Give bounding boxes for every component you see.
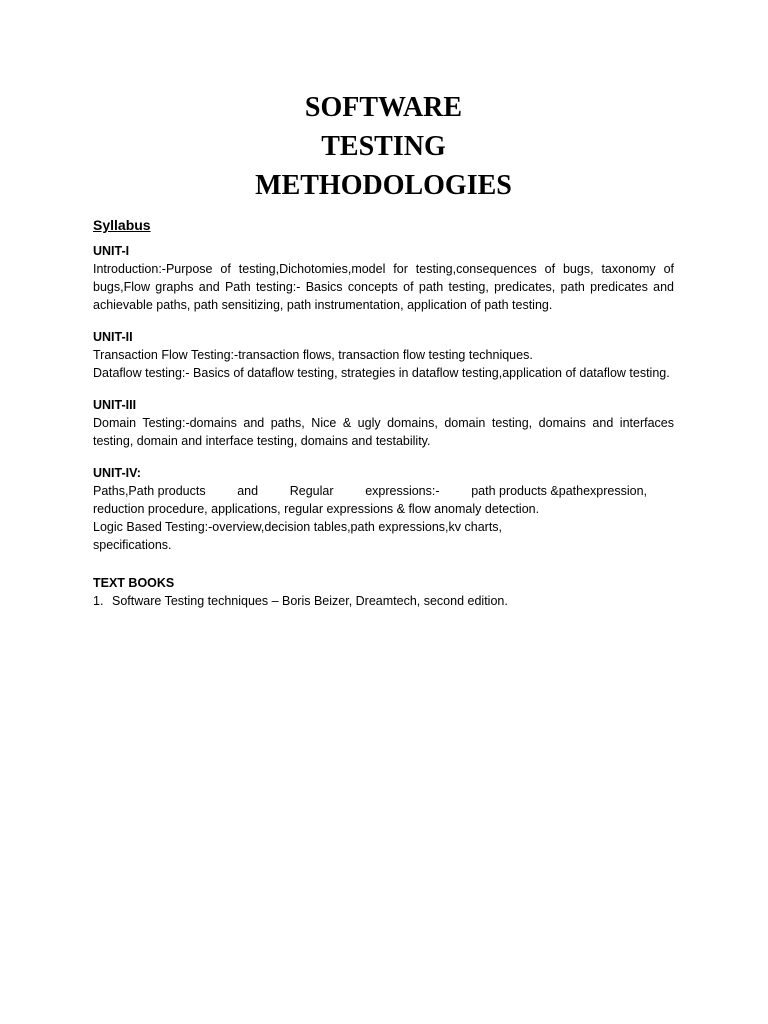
unit-4-line1-part: Paths,Path products — [93, 484, 206, 498]
unit-3-heading: UNIT-III — [93, 398, 137, 412]
unit-4-text-specifications: specifications. — [93, 538, 172, 552]
document-title — [93, 88, 674, 205]
unit-4-line1-part: and — [237, 484, 259, 498]
unit-2-text-dataflow: Dataflow testing:- Basics of dataflow testing, strategies in dataflow testing,application of dataflow testing. — [93, 366, 670, 380]
document-page — [93, 88, 674, 610]
syllabus-heading: Syllabus — [93, 217, 151, 233]
title-line-2: TESTING — [321, 131, 446, 162]
unit-3-section — [93, 396, 674, 450]
text-books-section — [93, 574, 674, 610]
unit-4-line1-part: expressions:- — [365, 484, 440, 498]
unit-1-text: Introduction:-Purpose of testing,Dichotomies,model for testing,consequences of bugs, taxonomy of bugs,Flow graphs and Path testing:- Basics concepts of path testing, predicates, path predicates and achievable paths, path sensitizing, path instrumentation, application of path testing. — [93, 262, 674, 312]
title-line-1: SOFTWARE — [304, 92, 463, 123]
unit-4-line1-part: Regular — [289, 484, 334, 498]
title-line-3: METHODOLOGIES — [255, 170, 512, 201]
unit-2-heading: UNIT-II — [93, 330, 133, 344]
unit-4-text-logic-based: Logic Based Testing:-overview,decision tables,path expressions,kv charts, — [93, 520, 503, 534]
unit-4-heading: UNIT-IV: — [93, 466, 141, 480]
unit-4-first-line — [93, 482, 647, 500]
unit-3-text: Domain Testing:-domains and paths, Nice & ugly domains, domain testing, domains and interfaces testing, domain and interface testing, domains and testability. — [93, 416, 674, 448]
unit-1-section — [93, 242, 674, 314]
list-item — [93, 592, 674, 610]
unit-2-text-transaction-flow: Transaction Flow Testing:-transaction flows, transaction flow testing techniques. — [93, 348, 533, 362]
book-item-number: 1. — [93, 594, 104, 608]
text-books-heading: TEXT BOOKS — [93, 576, 175, 590]
book-item-text: Software Testing techniques – Boris Beizer, Dreamtech, second edition. — [112, 594, 508, 608]
unit-4-line1-part: path products &pathexpression, — [471, 484, 647, 498]
unit-4-section — [93, 464, 674, 554]
unit-2-section — [93, 328, 674, 382]
unit-4-text-reduction: reduction procedure, applications, regular expressions & flow anomaly detection. — [93, 502, 540, 516]
unit-1-heading: UNIT-I — [93, 244, 130, 258]
